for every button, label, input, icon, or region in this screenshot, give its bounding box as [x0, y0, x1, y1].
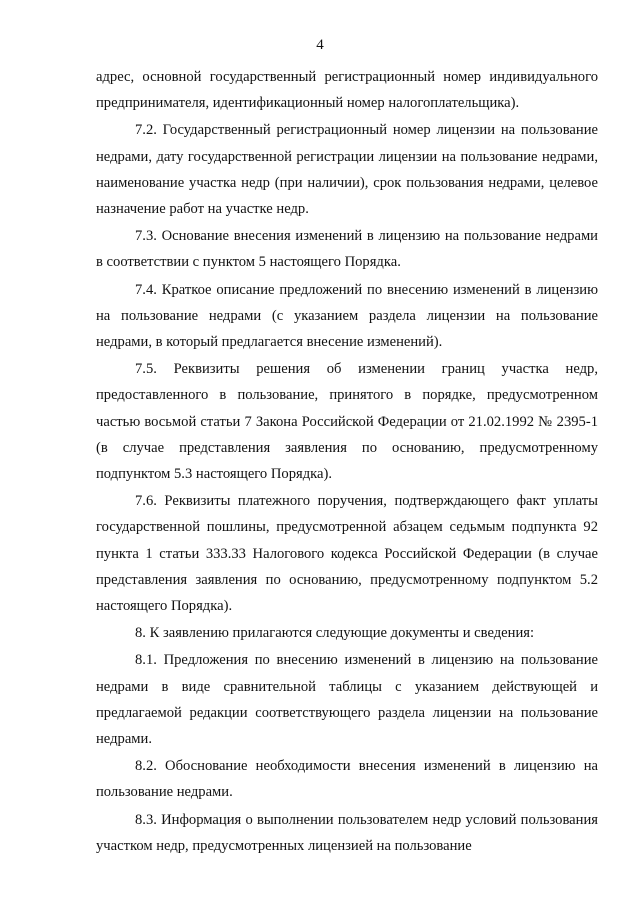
document-body: [96, 64, 598, 859]
paragraph-continuation: адрес, основной государственный регистрационный номер индивидуального предпринимателя, идентификационный номер налогоплательщика).: [96, 69, 598, 112]
paragraph-7-3: 7.3. Основание внесения изменений в лицензию на пользование недрами в соответствии с пунктом 5 настоящего Порядка.: [96, 228, 598, 271]
page-number: 4: [316, 37, 324, 53]
paragraph-8-3: 8.3. Информация о выполнении пользователем недр условий пользования участком недр, предусмотренных лицензией на пользование: [96, 811, 598, 854]
paragraph-8-1: 8.1. Предложения по внесению изменений в лицензию на пользование недрами в виде сравнительной таблицы с указанием действующей и предлагаемой редакции соответствующего раздела лицензии на пользование недрами.: [96, 652, 598, 748]
paragraph-8-2: 8.2. Обоснование необходимости внесения изменений в лицензию на пользование недрами.: [96, 758, 598, 801]
paragraph-7-5: 7.5. Реквизиты решения об изменении границ участка недр, предоставленного в пользование, принятого в порядке, предусмотренном частью восьмой статьи 7 Закона Российской Федерации от 21.02.1992 № 2395-1 (в случае представления заявления по основанию, предусмотренному подпунктом 5.3 настоящего Порядка).: [96, 361, 598, 483]
paragraph-7-2: 7.2. Государственный регистрационный номер лицензии на пользование недрами, дату государственной регистрации лицензии на пользование недрами, наименование участка недр (при наличии), срок пользования недрами, целевое назначение работ на участке недр.: [96, 122, 598, 218]
paragraph-7-6: 7.6. Реквизиты платежного поручения, подтверждающего факт уплаты государственной пошлины, предусмотренной абзацем седьмым подпункта 92 пункта 1 статьи 333.33 Налогового кодекса Российской Федерации (в случае представления заявления по основанию, предусмотренному подпунктом 5.2 настоящего Порядка).: [96, 493, 598, 615]
paragraph-7-4: 7.4. Краткое описание предложений по внесению изменений в лицензию на пользование недрами (с указанием раздела лицензии на пользование недрами, в который предлагается внесение изменений).: [96, 281, 598, 351]
paragraph-8: 8. К заявлению прилагаются следующие документы и сведения:: [135, 625, 535, 642]
